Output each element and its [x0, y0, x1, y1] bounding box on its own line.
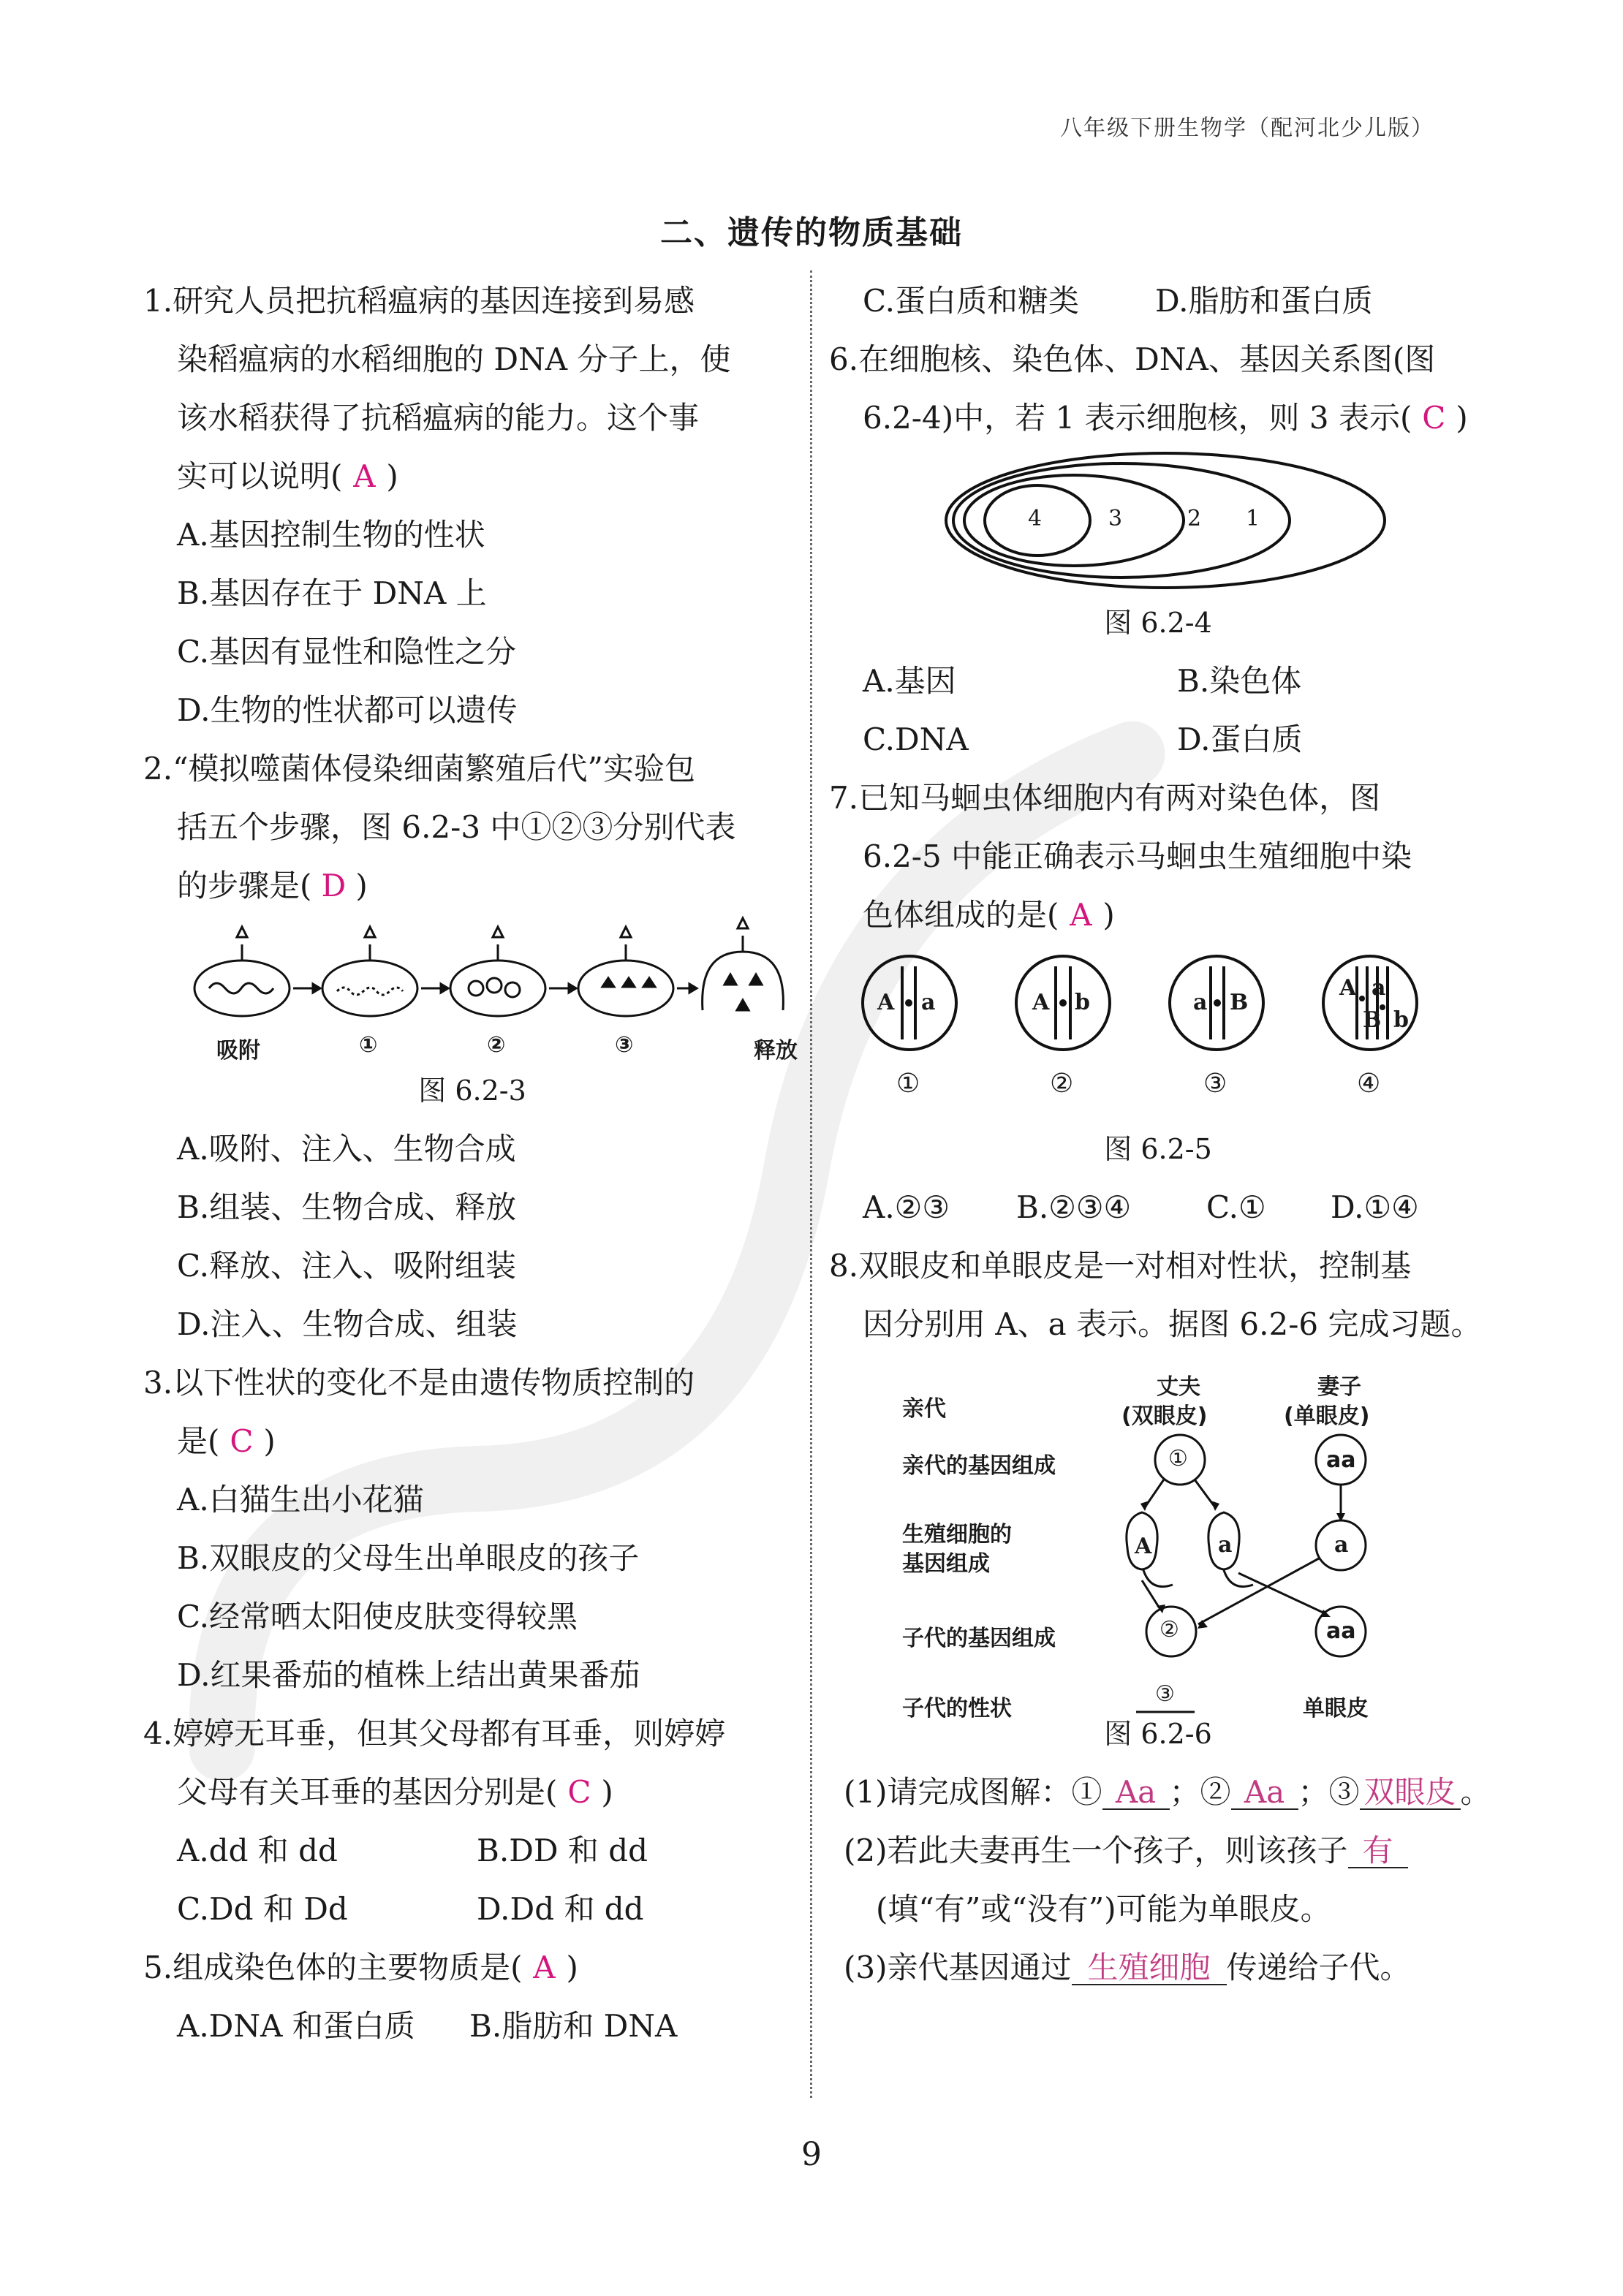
q8-sub3-answer: 生殖细胞 — [1072, 1952, 1227, 1985]
q6-options-row-1 — [829, 652, 1487, 711]
mother-label: 妻子 — [1317, 1374, 1361, 1400]
q8-sub3-end: 传递给子代。 — [1226, 1950, 1411, 1985]
q8-sub1-answer-2: Aa — [1231, 1776, 1298, 1810]
child2-gene: aa — [1326, 1618, 1356, 1644]
q6-line-1: 6.在细胞核、染色体、DNA、基因关系图(图 — [829, 341, 1436, 377]
figure-6-2-3 — [187, 915, 801, 1064]
q4-option-c: C.Dd 和 Dd — [177, 1891, 348, 1927]
figure-6-2-5 — [829, 944, 1487, 1120]
column-divider — [810, 270, 812, 2098]
q3-option-a: A.白猫生出小花猫 — [177, 1482, 424, 1518]
q1-line-3: 该水稻获得了抗稻瘟病的能力。这个事 — [177, 400, 700, 436]
cell4-number: ④ — [1357, 1069, 1381, 1099]
q8-sub3 — [829, 1939, 1487, 1997]
q6-option-a: A.基因 — [863, 663, 956, 699]
ellipse-label-3: 3 — [1108, 506, 1123, 531]
q6-line-2 — [829, 389, 1487, 447]
fig3-label-1: ① — [359, 1032, 378, 1058]
q3-answer: C — [230, 1423, 254, 1459]
q1-option-b: B.基因存在于 DNA 上 — [177, 575, 487, 611]
q6-options-row-2 — [829, 711, 1487, 769]
q2-line-2: 括五个步骤，图 6.2-3 中①②③分别代表 — [177, 809, 736, 845]
q3-option-b: B.双眼皮的父母生出单眼皮的孩子 — [177, 1540, 640, 1576]
fig3-label-adsorb: 吸附 — [216, 1038, 260, 1064]
q1-line-1: 1.研究人员把抗稻瘟病的基因连接到易感 — [143, 283, 695, 319]
q8-sub2-answer: 有 — [1348, 1835, 1408, 1868]
q8-sub1-answer-3: 双眼皮 — [1360, 1776, 1461, 1810]
q7-stem-end: 色体组成的是( — [863, 897, 1059, 933]
q1-stem-end: 实可以说明( — [177, 458, 343, 494]
father-gene: ① — [1168, 1446, 1188, 1471]
q8-sub1-end: 。 — [1460, 1774, 1491, 1810]
q2-option-c: C.释放、注入、吸附组装 — [177, 1248, 516, 1284]
q3-line-2 — [143, 1412, 801, 1471]
q2-stem-end: 的步骤是( — [177, 868, 312, 903]
row-parent-genes: 亲代的基因组成 — [902, 1453, 1056, 1479]
q7-options-row — [829, 1178, 1487, 1237]
q5-option-a: A.DNA 和蛋白质 — [177, 2008, 415, 2044]
q2-answer: D — [321, 868, 347, 903]
child1-trait: ③ — [1155, 1681, 1175, 1707]
q2-option-b: B.组装、生物合成、释放 — [177, 1189, 517, 1225]
q4-answer: C — [567, 1774, 591, 1810]
row-parents: 亲代 — [902, 1396, 946, 1422]
ellipse-label-4: 4 — [1028, 506, 1043, 531]
q8-sub1-text: (1)请完成图解：① — [844, 1774, 1102, 1810]
q8-sub1-sep-2: ；③ — [1298, 1774, 1360, 1810]
fig6-caption: 图 6.2-6 — [1104, 1718, 1212, 1750]
row-gametes-1: 生殖细胞的 — [902, 1522, 1012, 1547]
q4-option-d: D.Dd 和 dd — [477, 1891, 644, 1927]
q8-sub2-text: (2)若此夫妻再生一个孩子，则该孩子 — [844, 1833, 1348, 1868]
q2-line-1: 2.“模拟噬菌体侵染细菌繁殖后代”实验包 — [143, 751, 696, 787]
q4-stem-end: 父母有关耳垂的基因分别是( — [177, 1774, 558, 1810]
ellipse-label-1: 1 — [1246, 506, 1260, 531]
cell3-number: ③ — [1203, 1069, 1227, 1099]
q1-answer: A — [353, 458, 376, 494]
fig3-label-3: ③ — [615, 1032, 634, 1058]
q1-option-d: D.生物的性状都可以遗传 — [177, 692, 518, 728]
cell4-gene-b: b — [1393, 1007, 1409, 1033]
figure-6-2-6 — [829, 1354, 1487, 1734]
egg-a: a — [1334, 1532, 1349, 1558]
section-title: 二、遗传的物质基础 — [660, 214, 963, 251]
q8-sub2-line-2: (填“有”或“没有”)可能为单眼皮。 — [876, 1891, 1331, 1927]
child1-gene: ② — [1159, 1617, 1179, 1643]
row-gametes-2: 基因组成 — [902, 1551, 990, 1577]
mother-gene: aa — [1326, 1447, 1356, 1473]
question-1 — [143, 272, 801, 740]
q4-line-2 — [143, 1763, 801, 1822]
q8-sub1-sep-1: ；② — [1169, 1774, 1231, 1810]
child2-trait: 单眼皮 — [1303, 1696, 1369, 1721]
fig4-caption: 图 6.2-4 — [1104, 607, 1212, 639]
q5-options-row-1 — [143, 1997, 801, 2056]
q6-answer: C — [1422, 400, 1446, 436]
nested-ellipses — [829, 447, 1487, 594]
q2-option-d: D.注入、生物合成、组装 — [177, 1306, 518, 1342]
cell1-gene-a: a — [921, 990, 936, 1015]
q7-line-1: 7.已知马蛔虫体细胞内有两对染色体，图 — [829, 780, 1381, 816]
q1-option-c: C.基因有显性和隐性之分 — [177, 634, 516, 670]
q5-option-b: B.脂肪和 DNA — [469, 2008, 678, 2044]
row-child-traits: 子代的性状 — [902, 1696, 1012, 1721]
cell1-number: ① — [896, 1069, 920, 1099]
cell4-gene-a: a — [1372, 975, 1386, 1001]
q1-option-a: A.基因控制生物的性状 — [177, 517, 485, 553]
question-3 — [143, 1354, 801, 1705]
cell3-gene-a: a — [1193, 990, 1208, 1015]
q5-answer: A — [533, 1950, 556, 1985]
page-number: 9 — [801, 2136, 822, 2173]
question-8 — [829, 1237, 1491, 1997]
q7-line-3 — [829, 886, 1487, 944]
row-child-genes: 子代的基因组成 — [902, 1626, 1056, 1651]
q4-option-a: A.dd 和 dd — [177, 1833, 338, 1868]
cell2-gene-b: b — [1075, 990, 1090, 1015]
cell4-gene-A: A — [1339, 975, 1357, 1001]
q7-option-c: C.① — [1206, 1189, 1266, 1225]
q5-option-c: C.蛋白质和糖类 — [863, 283, 1079, 319]
q2-option-a: A.吸附、注入、生物合成 — [177, 1131, 516, 1167]
q8-line-2: 因分别用 A、a 表示。据图 6.2-6 完成习题。 — [863, 1306, 1482, 1342]
left-column — [143, 272, 801, 2056]
q4-option-b: B.DD 和 dd — [477, 1833, 648, 1868]
question-7 — [829, 769, 1487, 1237]
fig3-label-2: ② — [487, 1032, 506, 1058]
q5-paren: ) — [566, 1950, 578, 1985]
q8-sub1 — [829, 1763, 1491, 1822]
q7-option-b: B.②③④ — [1016, 1189, 1132, 1225]
q7-option-a: A.②③ — [863, 1189, 950, 1225]
sperm-a: a — [1218, 1532, 1233, 1558]
q6-option-c: C.DNA — [863, 721, 969, 757]
cell1-gene-A: A — [877, 990, 895, 1015]
fig3-caption: 图 6.2-3 — [418, 1075, 526, 1107]
q3-option-d: D.红果番茄的植株上结出黄果番茄 — [177, 1657, 640, 1693]
q7-answer: A — [1070, 897, 1092, 933]
q8-sub3-text: (3)亲代基因通过 — [844, 1950, 1072, 1985]
q3-stem-end: 是( — [177, 1423, 220, 1459]
question-2 — [143, 740, 801, 1354]
q6-option-d: D.蛋白质 — [1177, 721, 1303, 757]
fig5-caption: 图 6.2-5 — [1104, 1133, 1212, 1165]
q8-line-1: 8.双眼皮和单眼皮是一对相对性状，控制基 — [829, 1248, 1412, 1284]
q4-options-row-2 — [143, 1880, 801, 1939]
q6-option-b: B.染色体 — [1177, 663, 1302, 699]
q6-stem-end: 6.2-4)中，若 1 表示细胞核，则 3 表示( — [863, 400, 1412, 436]
fig3-label-release: 释放 — [754, 1038, 798, 1064]
q2-line-3 — [143, 857, 801, 915]
cell4-gene-B: B — [1363, 1007, 1382, 1033]
q1-line-2: 染稻瘟病的水稻细胞的 DNA 分子上，使 — [177, 341, 731, 377]
q8-sub2 — [829, 1822, 1487, 1880]
question-6 — [829, 330, 1487, 769]
cell3-gene-B: B — [1230, 990, 1249, 1015]
q1-paren: ) — [386, 458, 398, 494]
figure-6-2-4 — [829, 447, 1487, 594]
right-column — [829, 272, 1491, 1997]
q7-paren: ) — [1102, 897, 1115, 933]
q5-options-row-2 — [829, 272, 1487, 330]
q5-stem: 5.组成染色体的主要物质是( — [143, 1950, 523, 1985]
page-header: 八年级下册生物学（配河北少儿版） — [1060, 115, 1434, 141]
q4-line-1: 4.婷婷无耳垂，但其父母都有耳垂，则婷婷 — [143, 1716, 726, 1751]
q7-option-d: D.①④ — [1331, 1189, 1419, 1225]
ellipse-label-2: 2 — [1187, 506, 1202, 531]
q8-sub1-answer-1: Aa — [1102, 1776, 1170, 1810]
q7-line-2: 6.2-5 中能正确表示马蛔虫生殖细胞中染 — [863, 838, 1412, 874]
sperm-A: A — [1135, 1534, 1152, 1559]
q5-option-d: D.脂肪和蛋白质 — [1155, 283, 1373, 319]
chromosome-cells — [829, 944, 1487, 1120]
cell2-number: ② — [1050, 1069, 1074, 1099]
question-5 — [143, 1939, 801, 2056]
q3-paren: ) — [263, 1423, 276, 1459]
q5-line-1 — [143, 1939, 801, 1997]
q6-paren: ) — [1456, 400, 1468, 436]
q4-paren: ) — [601, 1774, 613, 1810]
q2-paren: ) — [355, 868, 368, 903]
q1-line-4 — [143, 447, 801, 506]
q3-line-1: 3.以下性状的变化不是由遗传物质控制的 — [143, 1365, 695, 1401]
question-4 — [143, 1705, 801, 1939]
father-label: 丈夫 — [1157, 1374, 1200, 1400]
q3-option-c: C.经常晒太阳使皮肤变得较黑 — [177, 1599, 578, 1634]
q4-options-row-1 — [143, 1822, 801, 1880]
cell2-gene-A: A — [1032, 990, 1050, 1015]
father-trait: (双眼皮) — [1121, 1403, 1208, 1429]
mother-trait: (单眼皮) — [1284, 1403, 1370, 1429]
